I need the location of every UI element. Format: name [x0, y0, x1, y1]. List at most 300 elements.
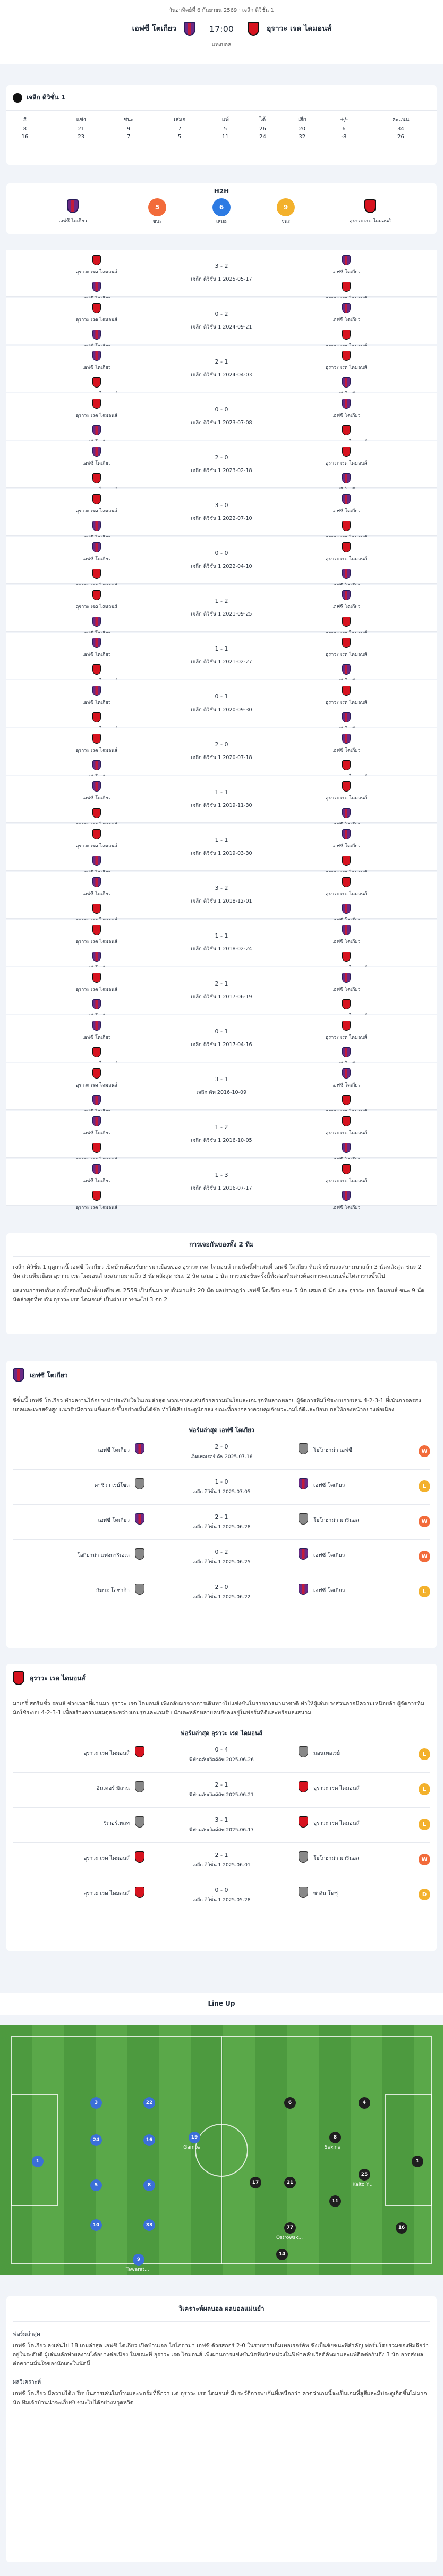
h2h-info: เจลีก ดิวิชั่น 1 2021-09-25	[191, 611, 252, 617]
form-info: ฟีฟ่าคลับเวิลด์คัพ 2025-06-17	[189, 1828, 254, 1833]
h2h-left-bottom	[54, 1047, 139, 1059]
h2h-score: 3 - 2	[215, 263, 228, 270]
h2h-match-row[interactable]	[6, 585, 437, 632]
form-home: กัมบะ โอซาก้า	[96, 1588, 130, 1594]
home-player[interactable]: 22	[143, 2097, 155, 2109]
h2h-match-row[interactable]	[6, 1159, 437, 1210]
h2h-loss-label: ชนะ	[281, 219, 291, 224]
club-logo-icon	[299, 1513, 308, 1525]
h2h-right	[304, 590, 389, 637]
h2h-match-row[interactable]	[6, 633, 437, 679]
form-score: 2 - 1	[215, 1781, 228, 1788]
h2h-right	[304, 829, 389, 876]
fc-tokyo-logo-icon	[342, 569, 351, 579]
home-player[interactable]: 3	[90, 2097, 102, 2109]
h2h-right-top: เอฟซี โตเกียว	[332, 1083, 361, 1088]
jleague-icon	[13, 93, 22, 103]
h2h-left-bottom	[54, 904, 139, 915]
urawa-logo-icon	[342, 447, 351, 457]
h2h-right-top: อุราวะ เรด ไดมอนส์	[325, 1035, 367, 1040]
home-team-name[interactable]: เอฟซี โตเกียว	[132, 24, 176, 33]
table-cell: 7	[178, 126, 182, 132]
h2h-right-bottom	[304, 1095, 389, 1107]
lineup-header	[0, 1993, 443, 2015]
h2h-match-row[interactable]	[6, 967, 437, 1014]
prediction-text-a: เอฟซี โตเกียว ลงเล่นไป 18 เกมล่าสุด เอฟซี โตเกียว เปิดบ้านเจอ โยโกฮาม่า เอฟซี ด้วยสกอร์ 2-0 ในรายการเอ็มเพอเรอร์คัพ ซึ่งเป็นชัยชนะที่สำคัญ ฟอร์มโดยรวมของทีมถือว่าอยู่ในระดับดี ผู้เล่นหลักทำผลงานได้อย่างต่อเนื่อง ในขณะที่ อุราวะ เรด ไดมอนส์ เพิ่งผ่านการแข่งขันนัดที่หนักหน่วงในฟีฟ่าคลับเวิลด์คัพมาและแพ้ติดต่อกันถึง 3 นัด อาจส่งผลต่อความมั่นใจของนักเตะในนัดนี้	[13, 2343, 429, 2367]
h2h-top-team: อุราวะ เรด ไดมอนส์	[75, 939, 117, 945]
form-score: 0 - 4	[215, 1746, 228, 1753]
home-player[interactable]: 9	[133, 2254, 144, 2266]
h2h-right-top: อุราวะ เรด ไดมอนส์	[325, 796, 367, 801]
club-logo-icon	[299, 1851, 308, 1863]
fc-tokyo-logo-icon	[342, 494, 351, 504]
form-home: ริเวอร์เพลท	[104, 1821, 130, 1826]
h2h-match-row[interactable]	[6, 680, 437, 727]
h2h-right-top: อุราวะ เรด ไดมอนส์	[325, 1131, 367, 1136]
form-result-badge: W	[419, 1516, 430, 1527]
form-result-badge: W	[419, 1854, 430, 1865]
form-score: 2 - 1	[215, 1851, 228, 1858]
h2h-top-team: อุราวะ เรด ไดมอนส์	[75, 270, 117, 275]
h2h-left-bottom	[54, 1143, 139, 1155]
h2h-right	[304, 494, 389, 541]
h2h-info: เจลีก ดิวิชั่น 1 2024-04-03	[191, 372, 252, 378]
h2h-right	[304, 734, 389, 780]
h2h-top-team: เอฟซี โตเกียว	[82, 1178, 111, 1184]
h2h-title: H2H	[214, 188, 229, 195]
h2h-left-bottom	[54, 473, 139, 485]
h2h-right-bottom	[304, 1143, 389, 1155]
table-cell: 20	[299, 126, 306, 132]
h2h-home-wins: 5	[148, 198, 166, 216]
h2h-right-top: อุราวะ เรด ไดมอนส์	[325, 365, 367, 371]
table-cell	[44, 125, 58, 133]
form-info: ฟีฟ่าคลับเวิลด์คัพ 2025-06-21	[189, 1792, 254, 1798]
h2h-right	[304, 1116, 389, 1163]
h2h-score: 1 - 2	[215, 597, 228, 604]
urawa-logo-icon	[342, 781, 351, 792]
h2h-match-row[interactable]	[6, 1063, 437, 1110]
urawa-logo-icon	[342, 521, 351, 531]
h2h-right-bottom	[304, 330, 389, 341]
fc-tokyo-logo-icon	[342, 473, 351, 483]
h2h-match-row[interactable]	[6, 298, 437, 344]
h2h-match-row[interactable]	[6, 346, 437, 392]
h2h-right	[304, 447, 389, 493]
urawa-logo-icon	[342, 425, 351, 435]
h2h-top-team: เอฟซี โตเกียว	[82, 891, 111, 897]
h2h-right-bottom	[304, 856, 389, 868]
club-logo-icon	[299, 1443, 308, 1454]
away-player[interactable]: 21	[284, 2177, 296, 2188]
form-result-badge: W	[419, 1445, 430, 1457]
urawa-logo-icon	[342, 760, 351, 770]
table-header-cell: เสีย	[298, 117, 306, 123]
form-result-badge: L	[419, 1783, 430, 1795]
form-away: อุราวะ เรด ไดมอนส์	[313, 1786, 360, 1791]
h2h-info: เจลีก ดิวิชั่น 1 2019-11-30	[191, 803, 252, 809]
fc-tokyo-logo-icon	[342, 808, 351, 818]
table-header-cell: แพ้	[222, 117, 229, 123]
form-result-badge: W	[419, 1551, 430, 1562]
h2h-right-bottom	[304, 1191, 389, 1202]
form-row[interactable]	[13, 1738, 430, 1773]
form-score: 1 - 0	[215, 1478, 228, 1485]
standings-table	[6, 115, 437, 141]
h2h-right-top: เอฟซี โตเกียว	[332, 987, 361, 992]
table-header-cell: +/-	[339, 117, 348, 123]
form-row[interactable]	[13, 1843, 430, 1878]
h2h-info: เจลีก ดิวิชั่น 1 2016-07-17	[191, 1185, 252, 1191]
h2h-right-top: อุราวะ เรด ไดมอนส์	[325, 891, 367, 897]
h2h-score: 3 - 2	[215, 885, 228, 891]
away-player[interactable]: 77	[284, 2222, 296, 2234]
h2h-away-logo-icon	[364, 199, 376, 213]
h2h-top-team: อุราวะ เรด ไดมอนส์	[75, 509, 117, 514]
fc-tokyo-logo-icon	[342, 1047, 351, 1057]
h2h-right-bottom	[304, 617, 389, 628]
table-header-cell: คะแนน	[392, 117, 410, 123]
prediction-heading-a: ฟอร์มล่าสุด	[13, 2331, 40, 2337]
form-away: โยโกฮาม่า มารินอส	[313, 1856, 360, 1862]
form-result-badge: L	[419, 1480, 430, 1492]
match-status: แทงบอล	[211, 42, 232, 48]
h2h-left-bottom	[54, 1095, 139, 1107]
away-player-name: Sekine	[324, 2145, 341, 2150]
form-score: 0 - 2	[215, 1548, 228, 1555]
h2h-match-row[interactable]	[6, 824, 437, 871]
h2h-right-top: เอฟซี โตเกียว	[332, 413, 361, 418]
table-cell: 26	[259, 126, 266, 132]
away-team-name[interactable]: อุราวะ เรด ไดมอนส์	[267, 24, 332, 33]
home-player[interactable]: 8	[143, 2179, 155, 2191]
form-row[interactable]	[13, 1575, 430, 1610]
analysis-title: การเจอกันของทั้ง 2 ทีม	[189, 1241, 254, 1248]
home-player-name: Gamba	[183, 2145, 201, 2150]
form-result-badge: L	[419, 1586, 430, 1597]
form-away: อุราวะ เรด ไดมอนส์	[313, 1821, 360, 1826]
h2h-score: 2 - 0	[215, 741, 228, 748]
prediction-text-b: เอฟซี โตเกียว มีความได้เปรียบในการเล่นในบ้านและฟอร์มที่ดีกว่า แต่ อุราวะ เรด ไดมอนส์ มีประวัติการพบกันที่เหนือกว่า คาดว่าเกมนี้จะเป็นเกมที่สูสีและมีประตูเกิดขึ้นไม่มากนัก ทีมเจ้าบ้านน่าจะเก็บชัยชนะไปได้อย่างหวุดหวิด	[13, 2390, 427, 2406]
h2h-draw-label: เสมอ	[216, 219, 227, 224]
form-info: เจลีก ดิวิชั่น 1 2025-07-05	[192, 1489, 251, 1495]
h2h-info: เจลีก ดิวิชั่น 1 2018-12-01	[191, 898, 252, 904]
table-header-cell: ชนะ	[123, 117, 134, 123]
h2h-match-row[interactable]	[6, 776, 437, 823]
h2h-right-top: อุราวะ เรด ไดมอนส์	[325, 652, 367, 658]
away-team-logo-icon	[248, 22, 259, 36]
home-player[interactable]: 5	[90, 2179, 102, 2191]
urawa-logo-icon	[342, 1116, 351, 1126]
h2h-away-name: อุราวะ เรด ไดมอนส์	[349, 218, 391, 224]
h2h-right	[304, 925, 389, 972]
h2h-match-row[interactable]	[6, 1015, 437, 1062]
h2h-right	[304, 303, 389, 350]
table-cell	[44, 133, 58, 141]
h2h-top-team: อุราวะ เรด ไดมอนส์	[75, 1083, 117, 1088]
h2h-top-team: เอฟซี โตเกียว	[82, 1035, 111, 1040]
h2h-info: เจลีก ดิวิชั่น 1 2019-03-30	[191, 851, 252, 856]
h2h-right-bottom	[304, 473, 389, 485]
away-player[interactable]: 17	[250, 2177, 261, 2188]
form-row[interactable]	[13, 1773, 430, 1808]
urawa-logo-icon	[342, 1021, 351, 1031]
analysis-paragraph-1: เจลีก ดิวิชั่น 1 ฤดูกาลนี้ เอฟซี โตเกียว เปิดบ้านต้อนรับการมาเยือนของ อุราวะ เรด ไดมอนส์ เกมนัดนี้ทำเล่นที่ เอฟซี โตเกียว ทีมเจ้าบ้านลงสนามมาแล้ว 3 นัดหลังสุด ชนะ 2 นัด ส่วนทีมเยือน อุราวะ เรด ไดมอนส์ ลงสนามมาแล้ว 3 นัดหลังสุด ชนะ 2 นัด เสมอ 1 นัด การแข่งขันครั้งนี้ทั้งสองทีมต่างต้องการคะแนนเพื่อไต่ตารางขึ้นไป	[13, 1264, 422, 1279]
away-player[interactable]: 1	[412, 2156, 423, 2167]
form-row[interactable]	[13, 1540, 430, 1575]
urawa-logo-icon	[342, 1164, 351, 1174]
h2h-right	[304, 399, 389, 445]
h2h-home-name: เอฟซี โตเกียว	[58, 218, 87, 224]
h2h-match-row[interactable]	[6, 489, 437, 536]
fc-tokyo-logo-icon	[342, 734, 351, 744]
home-player[interactable]: 19	[189, 2132, 200, 2143]
away-player[interactable]: 11	[329, 2195, 341, 2207]
away-player[interactable]: 6	[284, 2097, 296, 2109]
h2h-info: เจลีก ดิวิชั่น 1 2025-05-17	[191, 276, 252, 282]
h2h-left-bottom	[54, 569, 139, 580]
match-header	[0, 0, 443, 64]
club-logo-icon	[299, 1887, 308, 1898]
fc-tokyo-logo-icon	[342, 925, 351, 935]
h2h-right	[304, 877, 389, 924]
h2h-info: เจลีก ดิวิชั่น 1 2020-09-30	[191, 707, 252, 713]
h2h-match-row[interactable]	[6, 872, 437, 919]
form-home: เอฟซี โตเกียว	[98, 1518, 130, 1523]
away-player[interactable]: 4	[359, 2097, 370, 2109]
h2h-match-row[interactable]	[6, 728, 437, 775]
away-player[interactable]: 14	[276, 2249, 288, 2260]
h2h-top-team: เอฟซี โตเกียว	[82, 1131, 111, 1136]
h2h-top-team: เอฟซี โตเกียว	[82, 700, 111, 705]
form-home: อินเตอร์ มิลาน	[96, 1786, 130, 1791]
h2h-summary	[6, 183, 437, 234]
form-home: อุราวะ เรด ไดมอนส์	[83, 1856, 130, 1862]
away-player[interactable]: 16	[396, 2222, 407, 2234]
lineup-pitch	[0, 2025, 443, 2275]
h2h-right	[304, 1021, 389, 1067]
h2h-right	[304, 686, 389, 733]
urawa-logo-icon	[342, 330, 351, 340]
h2h-left-bottom	[54, 664, 139, 676]
team-b-form-title: ฟอร์มล่าสุด อุราวะ เรด ไดมอนส์	[180, 1730, 263, 1737]
form-result-badge: D	[419, 1889, 430, 1900]
fc-tokyo-logo-icon	[342, 829, 351, 839]
form-away: ซางัน โทซุ	[313, 1891, 338, 1897]
form-info: ฟีฟ่าคลับเวิลด์คัพ 2025-06-26	[189, 1757, 254, 1763]
home-player[interactable]: 33	[143, 2219, 155, 2231]
table-cell: 34	[397, 126, 404, 132]
h2h-right-top: เอฟซี โตเกียว	[332, 317, 361, 323]
team-a-form-list	[6, 1435, 437, 1610]
h2h-bottom-team: อุราวะ เรด ไดมอนส์	[75, 1205, 117, 1210]
h2h-right-top: เอฟซี โตเกียว	[332, 748, 361, 753]
table-cell: 9	[126, 126, 131, 132]
fc-tokyo-logo-icon	[342, 377, 351, 388]
h2h-top-team: อุราวะ เรด ไดมอนส์	[75, 844, 117, 849]
team-a-section	[6, 1361, 437, 1648]
away-player[interactable]: 25	[359, 2169, 370, 2181]
form-info: เจลีก ดิวิชั่น 1 2025-06-25	[192, 1560, 251, 1565]
table-header-cell	[44, 115, 58, 125]
h2h-right-bottom	[304, 282, 389, 293]
h2h-left-bottom	[54, 760, 139, 772]
h2h-score: 0 - 1	[215, 693, 228, 700]
fc-tokyo-logo-icon	[342, 1191, 351, 1201]
home-player[interactable]: 10	[90, 2219, 102, 2231]
team-b-logo-icon	[13, 1671, 24, 1685]
fc-tokyo-logo-icon	[299, 1478, 308, 1489]
form-home: เอฟซี โตเกียว	[98, 1447, 130, 1453]
form-home: อุราวะ เรด ไดมอนส์	[83, 1750, 130, 1756]
form-info: เอ็มเพอเรอร์ คัพ 2025-07-16	[190, 1454, 253, 1460]
h2h-right-bottom	[304, 999, 389, 1011]
away-player-name: Kaito Y...	[352, 2182, 373, 2187]
urawa-logo-icon	[342, 542, 351, 552]
h2h-score: 0 - 0	[215, 550, 228, 557]
h2h-score: 1 - 1	[215, 837, 228, 844]
h2h-right-bottom	[304, 569, 389, 580]
form-away: เอฟซี โตเกียว	[313, 1483, 345, 1488]
h2h-right-bottom	[304, 904, 389, 915]
away-player[interactable]: 8	[329, 2132, 341, 2143]
table-cell: 6	[342, 126, 346, 132]
form-away: โยโกฮาม่า มารินอส	[313, 1518, 360, 1523]
h2h-top-team: เอฟซี โตเกียว	[82, 796, 111, 801]
league-title: เจลีก ดิวิชั่น 1	[27, 94, 66, 101]
table-cell: 23	[78, 134, 85, 140]
h2h-top-team: เอฟซี โตเกียว	[82, 652, 111, 658]
form-row[interactable]	[13, 1808, 430, 1843]
form-row[interactable]	[13, 1470, 430, 1505]
h2h-match-row[interactable]	[6, 1111, 437, 1158]
fc-tokyo-logo-icon	[299, 1584, 308, 1595]
home-player[interactable]: 24	[90, 2134, 102, 2146]
form-row[interactable]	[13, 1435, 430, 1470]
h2h-right-bottom	[304, 377, 389, 389]
fc-tokyo-logo-icon	[342, 904, 351, 914]
h2h-right	[304, 542, 389, 589]
h2h-match-row[interactable]	[6, 250, 437, 297]
h2h-info: เจลีก ดิวิชั่น 1 2016-10-05	[191, 1138, 252, 1143]
form-info: เจลีก ดิวิชั่น 1 2025-06-22	[192, 1595, 251, 1600]
fc-tokyo-logo-icon	[342, 712, 351, 722]
fc-tokyo-logo-icon	[342, 399, 351, 409]
h2h-info: เจลีก ดิวิชั่น 1 2023-07-08	[191, 420, 252, 426]
h2h-info: เจลีก ดิวิชั่น 1 2021-02-27	[191, 659, 252, 665]
h2h-match-row[interactable]	[6, 441, 437, 488]
table-cell: 8	[23, 126, 27, 132]
home-player[interactable]: 1	[32, 2156, 44, 2167]
h2h-match-row[interactable]	[6, 537, 437, 584]
h2h-top-team: อุราวะ เรด ไดมอนส์	[75, 604, 117, 610]
team-b-name[interactable]: อุราวะ เรด ไดมอนส์	[30, 1674, 86, 1682]
h2h-right-bottom	[304, 1047, 389, 1059]
h2h-right-bottom	[304, 521, 389, 533]
form-info: เจลีก ดิวิชั่น 1 2025-06-28	[192, 1525, 251, 1530]
analysis-paragraph-2: ผลงานการพบกันของทั้งสองทีมนับตั้งแต่ปีพ.ศ. 2559 เป็นต้นมา พบกันมาแล้ว 20 นัด ผลปรากฏว่า เอฟซี โตเกียว ชนะ 5 นัด เสมอ 6 นัด และ อุราวะ เรด ไดมอนส์ ชนะ 9 นัด นัดล่าสุดที่พบกัน อุราวะ เรด ไดมอนส์ เป็นฝ่ายเอาชนะไป 3 ต่อ 2	[13, 1287, 425, 1303]
h2h-match-row[interactable]	[6, 393, 437, 440]
h2h-top-team: อุราวะ เรด ไดมอนส์	[75, 413, 117, 418]
home-team-logo-icon	[184, 22, 195, 36]
fc-tokyo-logo-icon	[342, 255, 351, 265]
team-b-description: มาเกรี่ สตรีมชั่ว รอนส์ ช่วงเวลาที่ผ่านมา อุราวะ เรด ไดมอนส์ เพิ่งกลับมาจากการเดินทางไปแข่งขันในรายการนานาชาติ ทำให้ผู้เล่นบางส่วนอาจมีความเหนื่อยล้า ผู้จัดการทีมมักใช้ระบบ 4-2-3-1 เพื่อสร้างความสมดุลระหว่างเกมรุกและเกมรับ นักเตะหลักหลายคนยังคงอยู่ในฟอร์มที่ดีและพร้อมลงสนาม	[13, 1701, 424, 1716]
fc-tokyo-logo-icon	[342, 973, 351, 983]
form-info: เจลีก ดิวิชั่น 1 2025-05-28	[192, 1898, 251, 1903]
h2h-right	[304, 351, 389, 398]
table-cell: 5	[224, 126, 227, 132]
h2h-top-team: อุราวะ เรด ไดมอนส์	[75, 317, 117, 323]
home-player[interactable]: 16	[143, 2134, 155, 2146]
table-row[interactable]	[6, 133, 437, 141]
h2h-left-bottom	[54, 1191, 139, 1202]
form-row[interactable]	[13, 1878, 430, 1913]
table-cell: 32	[299, 134, 306, 140]
h2h-right-bottom	[304, 664, 389, 676]
h2h-right	[304, 973, 389, 1020]
form-away: โยโกฮาม่า เอฟซี	[313, 1447, 353, 1453]
h2h-info: เจลีก ดิวิชั่น 1 2022-04-10	[191, 563, 252, 569]
h2h-score: 1 - 3	[215, 1172, 228, 1178]
h2h-left-bottom	[54, 712, 139, 724]
form-score: 2 - 0	[215, 1584, 228, 1590]
form-row[interactable]	[13, 1505, 430, 1540]
prediction-heading-b: ผลวิเคราะห์	[13, 2379, 41, 2385]
h2h-info: เจลีก ดิวิชั่น 1 2018-02-24	[191, 946, 252, 952]
table-cell: 11	[222, 134, 229, 140]
h2h-info: เจลีก ดิวิชั่น 1 2020-07-18	[191, 755, 252, 761]
h2h-score: 3 - 1	[215, 1076, 228, 1083]
h2h-left-bottom	[54, 377, 139, 389]
h2h-right-top: อุราวะ เรด ไดมอนส์	[325, 1178, 367, 1184]
table-row[interactable]	[6, 125, 437, 133]
h2h-right-top: เอฟซี โตเกียว	[332, 270, 361, 275]
urawa-logo-icon	[342, 877, 351, 887]
h2h-info: เจลีก คัพ 2016-10-09	[196, 1090, 247, 1096]
h2h-right	[304, 781, 389, 828]
kickoff-time: 17:00	[209, 23, 234, 34]
table-header-cell: แข่ง	[76, 117, 86, 123]
h2h-left-bottom	[54, 282, 139, 293]
urawa-logo-icon	[342, 1095, 351, 1105]
fc-tokyo-logo-icon	[299, 1548, 308, 1560]
h2h-info: เจลีก ดิวิชั่น 1 2017-04-16	[191, 1042, 252, 1048]
lineup-title: Line Up	[208, 2000, 235, 2007]
h2h-left-bottom	[54, 999, 139, 1011]
h2h-score: 0 - 0	[215, 406, 228, 413]
form-result-badge: L	[419, 1748, 430, 1760]
form-home: อุราวะ เรด ไดมอนส์	[83, 1891, 130, 1897]
h2h-right-bottom-team: เอฟซี โตเกียว	[332, 1205, 361, 1210]
h2h-draws: 6	[212, 198, 231, 216]
h2h-right-top: อุราวะ เรด ไดมอนส์	[325, 557, 367, 562]
h2h-win-label: ชนะ	[152, 219, 162, 224]
team-b-section	[6, 1664, 437, 1951]
table-header-cell: เสมอ	[174, 117, 186, 123]
h2h-match-row[interactable]	[6, 920, 437, 966]
h2h-right	[304, 255, 389, 302]
table-cell: 7	[126, 134, 131, 140]
table-cell: 21	[78, 126, 85, 132]
h2h-right-bottom	[304, 808, 389, 820]
team-a-name[interactable]: เอฟซี โตเกียว	[30, 1371, 68, 1379]
h2h-right	[304, 1068, 389, 1115]
h2h-right	[304, 1164, 389, 1211]
h2h-right-bottom	[304, 952, 389, 963]
h2h-right	[304, 638, 389, 685]
h2h-score: 1 - 1	[215, 932, 228, 939]
urawa-logo-icon	[342, 351, 351, 361]
